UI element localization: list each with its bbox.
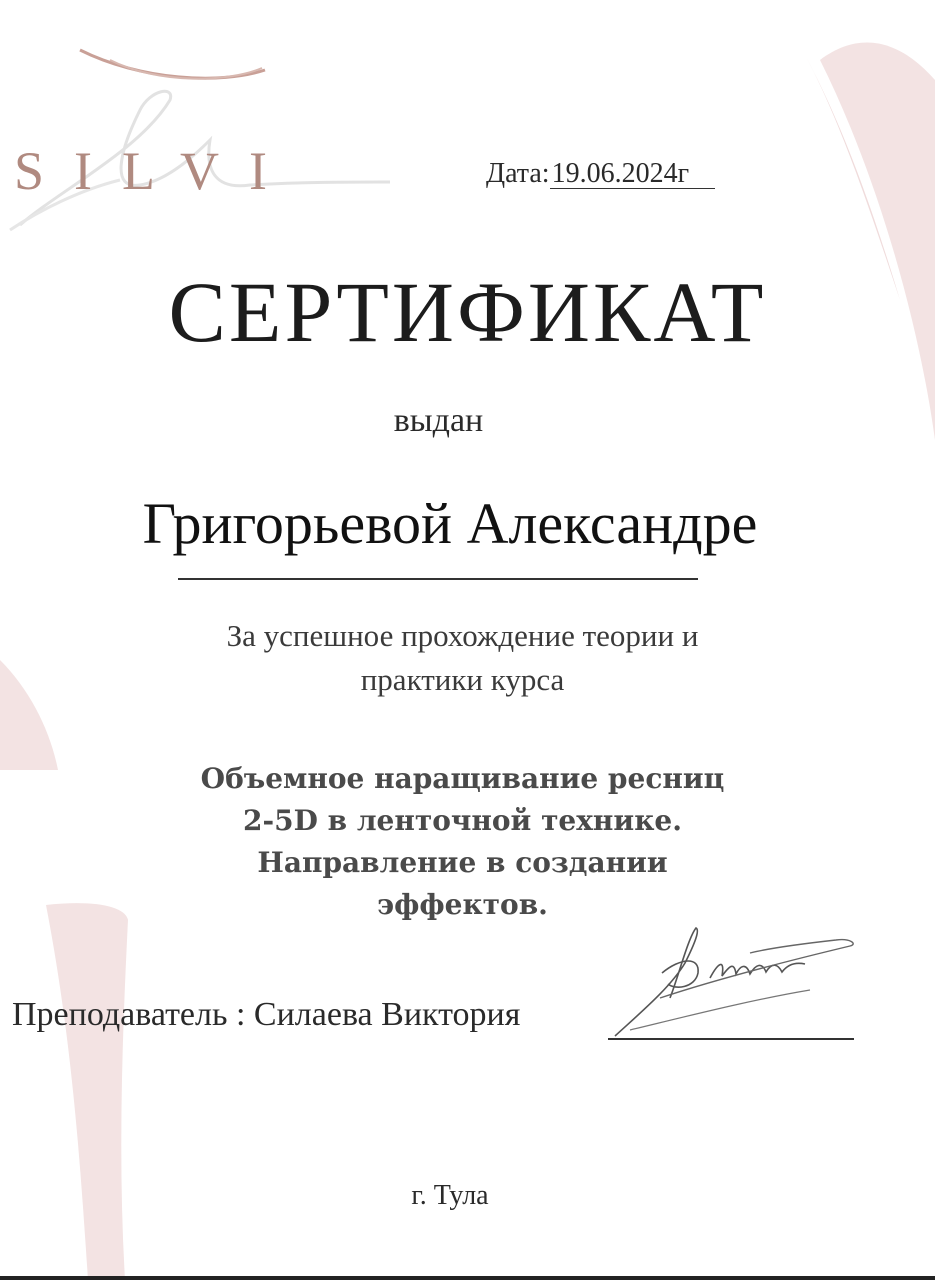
date-label: Дата:: [486, 158, 550, 189]
certificate-title: СЕРТИФИКАТ: [168, 264, 767, 360]
completion-reason: [0, 614, 925, 702]
logo-brand-text: SILVI: [14, 141, 298, 201]
signature-icon: [600, 918, 860, 1048]
signature-line: [608, 1038, 854, 1040]
teacher-label: Преподаватель : Силаева Виктория: [12, 996, 521, 1033]
recipient-underline: [178, 578, 698, 580]
course-line-1: Объемное наращивание ресниц: [200, 762, 725, 795]
silvi-logo-icon: [0, 40, 400, 240]
date-value: 19.06.2024г: [550, 160, 715, 189]
course-line-3: Направление в создании: [257, 846, 668, 879]
reason-line-2: практики курса: [360, 662, 565, 697]
issued-label: выдан: [393, 402, 484, 439]
recipient-name: Григорьевой Александре: [142, 491, 758, 556]
city-label: г. Тула: [411, 1180, 489, 1211]
course-line-4: эффектов.: [377, 888, 548, 921]
reason-line-1: За успешное прохождение теории и: [226, 618, 699, 653]
bottom-border: [0, 1276, 935, 1280]
issue-date: [486, 158, 715, 190]
course-line-2: 2-5D в ленточной технике.: [243, 804, 682, 837]
course-name: [0, 758, 925, 926]
